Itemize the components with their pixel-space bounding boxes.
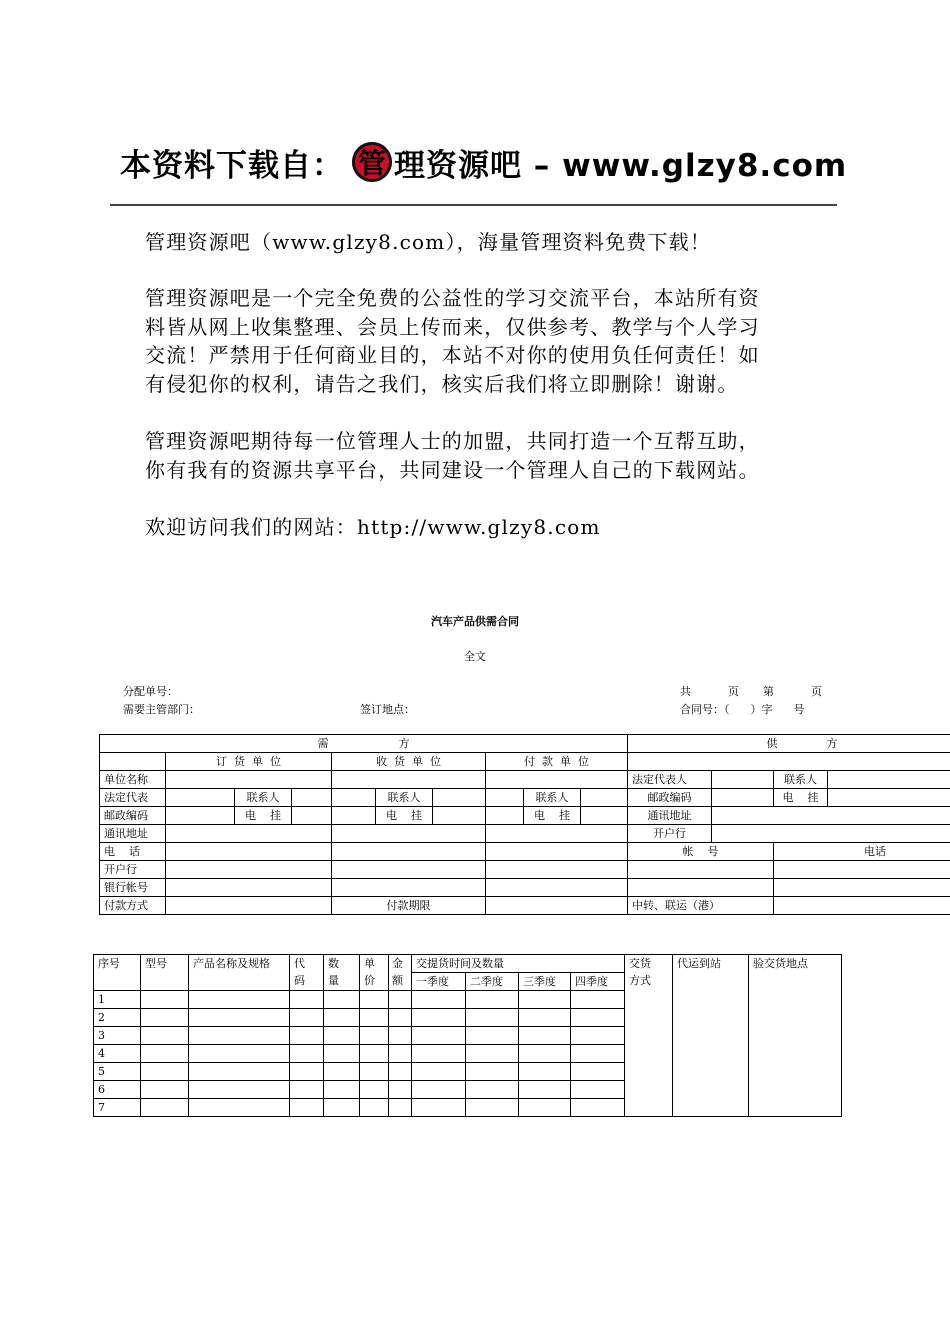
cell[interactable]: [412, 1099, 466, 1117]
cell[interactable]: [324, 1027, 360, 1045]
cell[interactable]: [519, 1045, 571, 1063]
pay-legal-rep-field[interactable]: [486, 789, 524, 807]
station-header: 代运到站: [673, 955, 749, 1117]
cell[interactable]: [360, 1099, 389, 1117]
q1-header: 一季度: [412, 973, 466, 991]
supply-contact-label: 联系人: [774, 771, 828, 789]
cell[interactable]: [360, 1009, 389, 1027]
pay-bank-field[interactable]: [486, 861, 628, 879]
receive-contact-label: 联系人: [376, 789, 433, 807]
amount-header-line: 额: [392, 974, 403, 987]
receive-account-field[interactable]: [332, 879, 486, 897]
supply-account-field[interactable]: [628, 861, 774, 879]
receive-unit-header: 收 货 单 位: [332, 753, 486, 771]
cell[interactable]: [519, 991, 571, 1009]
product-table: [93, 954, 842, 1117]
receive-tel-field[interactable]: [433, 807, 486, 825]
row-number: 2: [94, 1009, 141, 1027]
cell[interactable]: [189, 1027, 290, 1045]
cell[interactable]: [571, 1099, 625, 1117]
page-label-2: 页: [811, 685, 822, 698]
price-header: [360, 955, 389, 991]
cell[interactable]: [389, 1027, 412, 1045]
cell[interactable]: [141, 1081, 189, 1099]
cell[interactable]: [412, 1027, 466, 1045]
cell[interactable]: [189, 1063, 290, 1081]
intro-paragraph-3: [145, 427, 760, 484]
cell[interactable]: [412, 1081, 466, 1099]
cell[interactable]: [360, 1045, 389, 1063]
cell[interactable]: [571, 1009, 625, 1027]
amount-header: [389, 955, 412, 991]
cell[interactable]: [389, 1099, 412, 1117]
cell[interactable]: [389, 1045, 412, 1063]
order-account-field[interactable]: [166, 879, 332, 897]
intro-p2-line: 料皆从网上收集整理、会员上传而来，仅供参考、教学与个人学习: [145, 314, 760, 339]
intro-p2-line: 交流！严禁用于任何商业目的，本站不对你的使用负任何责任！如: [145, 343, 760, 367]
cell[interactable]: [519, 1099, 571, 1117]
cell[interactable]: [466, 1099, 519, 1117]
pay-contact-field[interactable]: [581, 789, 628, 807]
receive-legal-rep-field[interactable]: [332, 789, 376, 807]
cell[interactable]: [290, 1063, 324, 1081]
cell[interactable]: [571, 1045, 625, 1063]
pay-term-label: 付款期限: [332, 897, 486, 915]
cell[interactable]: [141, 1027, 189, 1045]
cell[interactable]: [519, 1081, 571, 1099]
cell[interactable]: [290, 1009, 324, 1027]
amount-header-line: 金: [392, 957, 403, 970]
intro-p3-line: 管理资源吧期待每一位管理人士的加盟，共同打造一个互帮互助，: [145, 429, 760, 453]
receive-postal-field[interactable]: [332, 807, 376, 825]
row-number: 7: [94, 1099, 141, 1117]
dispatch-no-label: 分配单号：: [123, 685, 178, 698]
q2-header: 二季度: [466, 973, 519, 991]
supply-contact-field[interactable]: [828, 771, 950, 789]
cell[interactable]: [466, 1063, 519, 1081]
pay-unit-header: 付 款 单 位: [486, 753, 628, 771]
model-header: 型号: [141, 955, 189, 991]
cell[interactable]: [141, 1045, 189, 1063]
banner-left-text: 本资料下载自：: [120, 147, 344, 184]
supply-postal-field[interactable]: [712, 789, 774, 807]
cell[interactable]: [189, 1045, 290, 1063]
bank-label: 开户行: [100, 861, 166, 879]
intro-p2-line: 有侵犯你的权利，请告之我们，核实后我们将立即删除！谢谢。: [145, 371, 739, 396]
order-phone-field[interactable]: [166, 843, 332, 861]
receive-tel-label: 电 挂: [376, 807, 433, 825]
cell[interactable]: [360, 1063, 389, 1081]
authority-label: 需要主管部门：: [123, 703, 200, 716]
cell[interactable]: [141, 1009, 189, 1027]
cell[interactable]: [189, 1099, 290, 1117]
blank-cell: [628, 753, 950, 771]
order-tel-field[interactable]: [292, 807, 332, 825]
order-contact-label: 联系人: [235, 789, 292, 807]
receive-contact-field[interactable]: [433, 789, 486, 807]
banner: [120, 136, 847, 188]
cell[interactable]: [290, 1045, 324, 1063]
blank-cell: [100, 753, 166, 771]
intro-paragraph-2: [145, 284, 760, 398]
order-unit-header: 订 货 单 位: [166, 753, 332, 771]
intro-line1: 管理资源吧（www.glzy8.com），海量管理资料免费下载！: [145, 230, 712, 254]
unit-name-label: 单位名称: [100, 771, 166, 789]
supply-address-field[interactable]: [712, 807, 950, 825]
code-header-line: 代: [294, 957, 305, 970]
cell[interactable]: [189, 1081, 290, 1099]
supply-account-field-2[interactable]: [628, 879, 774, 897]
receive-phone-field[interactable]: [332, 843, 486, 861]
cell[interactable]: [360, 1027, 389, 1045]
legal-rep-person-label: 法定代表人: [628, 771, 712, 789]
pay-postal-field[interactable]: [486, 807, 524, 825]
row-number: 1: [94, 991, 141, 1009]
cell[interactable]: [290, 1027, 324, 1045]
cell[interactable]: [466, 1081, 519, 1099]
cell[interactable]: [141, 1099, 189, 1117]
postal-code-label: 邮政编码: [100, 807, 166, 825]
supply-legal-rep-field[interactable]: [712, 771, 774, 789]
delivery-header: 交提货时间及数量: [412, 955, 625, 973]
nth-label: 第: [763, 685, 774, 698]
receive-bank-field[interactable]: [332, 861, 486, 879]
cell[interactable]: [571, 991, 625, 1009]
q4-header: 四季度: [571, 973, 625, 991]
price-header-line: 价: [364, 974, 375, 987]
cell[interactable]: [389, 1081, 412, 1099]
cell[interactable]: [466, 1027, 519, 1045]
cell[interactable]: [141, 1063, 189, 1081]
banner-right-text: 理资源吧 – www.glzy8.com: [394, 147, 848, 184]
cell[interactable]: [324, 1045, 360, 1063]
cell[interactable]: [412, 1009, 466, 1027]
cell[interactable]: [466, 1045, 519, 1063]
address-label: 通讯地址: [100, 825, 166, 843]
row-number: 6: [94, 1081, 141, 1099]
qty-header: [324, 955, 360, 991]
cell[interactable]: [389, 1009, 412, 1027]
pay-tel-field[interactable]: [581, 807, 628, 825]
pay-phone-field[interactable]: [486, 843, 628, 861]
cell[interactable]: [519, 1063, 571, 1081]
demand-header: 需 方: [100, 735, 628, 753]
supply-account-label: 帐 号: [628, 843, 774, 861]
product-header: 产品名称及规格: [189, 955, 290, 991]
pay-term-field[interactable]: [486, 897, 628, 915]
cell[interactable]: [290, 1081, 324, 1099]
logo-icon: 管: [352, 142, 392, 182]
supply-tel-label: 电 挂: [774, 789, 828, 807]
row-number: 4: [94, 1045, 141, 1063]
cell[interactable]: [571, 1063, 625, 1081]
pay-contact-label: 联系人: [524, 789, 581, 807]
supply-header: 供 方: [628, 735, 950, 753]
party-table: [99, 734, 950, 915]
sign-place-label: 签订地点：: [360, 703, 415, 716]
cell[interactable]: [324, 1063, 360, 1081]
cell[interactable]: [141, 991, 189, 1009]
method-header: [625, 955, 673, 1117]
row-number: 3: [94, 1027, 141, 1045]
phone-label: 电 话: [100, 843, 166, 861]
supply-phone-field-2[interactable]: [774, 879, 950, 897]
cell[interactable]: [519, 1027, 571, 1045]
cell[interactable]: [412, 991, 466, 1009]
pay-method-label: 付款方式: [100, 897, 166, 915]
cell[interactable]: [519, 1009, 571, 1027]
intro-welcome: 欢迎访问我们的网站：http://www.glzy8.com: [145, 515, 601, 539]
qty-header-line: 量: [328, 974, 339, 987]
receive-address-field[interactable]: [332, 825, 486, 843]
pay-method-field[interactable]: [166, 897, 332, 915]
supply-bank-field[interactable]: [712, 825, 950, 843]
contract-title: 汽车产品供需合同: [431, 615, 519, 628]
price-header-line: 单: [364, 957, 375, 970]
row-number: 5: [94, 1063, 141, 1081]
cell[interactable]: [360, 991, 389, 1009]
supply-tel-field[interactable]: [828, 789, 950, 807]
inspect-header: 验交货地点: [749, 955, 842, 1117]
q3-header: 三季度: [519, 973, 571, 991]
cell[interactable]: [389, 1063, 412, 1081]
legal-rep-label: 法定代表: [100, 789, 166, 807]
account-label: 银行帐号: [100, 879, 166, 897]
order-address-field[interactable]: [166, 825, 332, 843]
transit-field[interactable]: [774, 897, 950, 915]
cell[interactable]: [324, 1009, 360, 1027]
qty-header-line: 数: [328, 957, 339, 970]
code-header: [290, 955, 324, 991]
cell[interactable]: [324, 991, 360, 1009]
cell[interactable]: [466, 1009, 519, 1027]
supply-phone-label: 电话: [774, 843, 950, 861]
receive-unit-name-field[interactable]: [332, 771, 486, 789]
order-postal-field[interactable]: [166, 807, 235, 825]
cell[interactable]: [571, 1081, 625, 1099]
cell[interactable]: [290, 991, 324, 1009]
order-legal-rep-field[interactable]: [166, 789, 235, 807]
total-label: 共: [680, 685, 691, 698]
pay-unit-name-field[interactable]: [486, 771, 628, 789]
cell[interactable]: [189, 1009, 290, 1027]
cell[interactable]: [389, 991, 412, 1009]
cell[interactable]: [412, 1063, 466, 1081]
cell[interactable]: [324, 1099, 360, 1117]
supply-phone-field[interactable]: [774, 861, 950, 879]
cell[interactable]: [290, 1099, 324, 1117]
supply-bank-label: 开户行: [628, 825, 712, 843]
page-label-1: 页: [728, 685, 739, 698]
intro-p3-line: 你有我有的资源共享平台，共同建设一个管理人自己的下载网站。: [145, 457, 760, 482]
cell[interactable]: [324, 1081, 360, 1099]
intro-p2-line: 管理资源吧是一个完全免费的公益性的学习交流平台，本站所有资: [145, 286, 760, 310]
method-header-line: 方式: [629, 974, 651, 987]
seq-header: 序号: [94, 955, 141, 991]
contract-subtitle: 全文: [464, 650, 486, 663]
order-contact-field[interactable]: [292, 789, 332, 807]
transit-label: 中转、联运（港）: [628, 897, 774, 915]
cell[interactable]: [412, 1045, 466, 1063]
order-bank-field[interactable]: [166, 861, 332, 879]
cell[interactable]: [360, 1081, 389, 1099]
pay-tel-label: 电 挂: [524, 807, 581, 825]
method-header-line: 交货: [629, 957, 651, 970]
code-header-line: 码: [294, 974, 305, 987]
order-unit-name-field[interactable]: [166, 771, 332, 789]
contract-no-label: 合同号：（ ）字 号: [680, 703, 805, 716]
supply-postal-label: 邮政编码: [628, 789, 712, 807]
order-tel-label: 电 挂: [235, 807, 292, 825]
banner-divider: [110, 204, 837, 206]
cell[interactable]: [466, 991, 519, 1009]
pay-account-field[interactable]: [486, 879, 628, 897]
pay-address-field[interactable]: [486, 825, 628, 843]
cell[interactable]: [571, 1027, 625, 1045]
supply-address-label: 通讯地址: [628, 807, 712, 825]
cell[interactable]: [189, 991, 290, 1009]
